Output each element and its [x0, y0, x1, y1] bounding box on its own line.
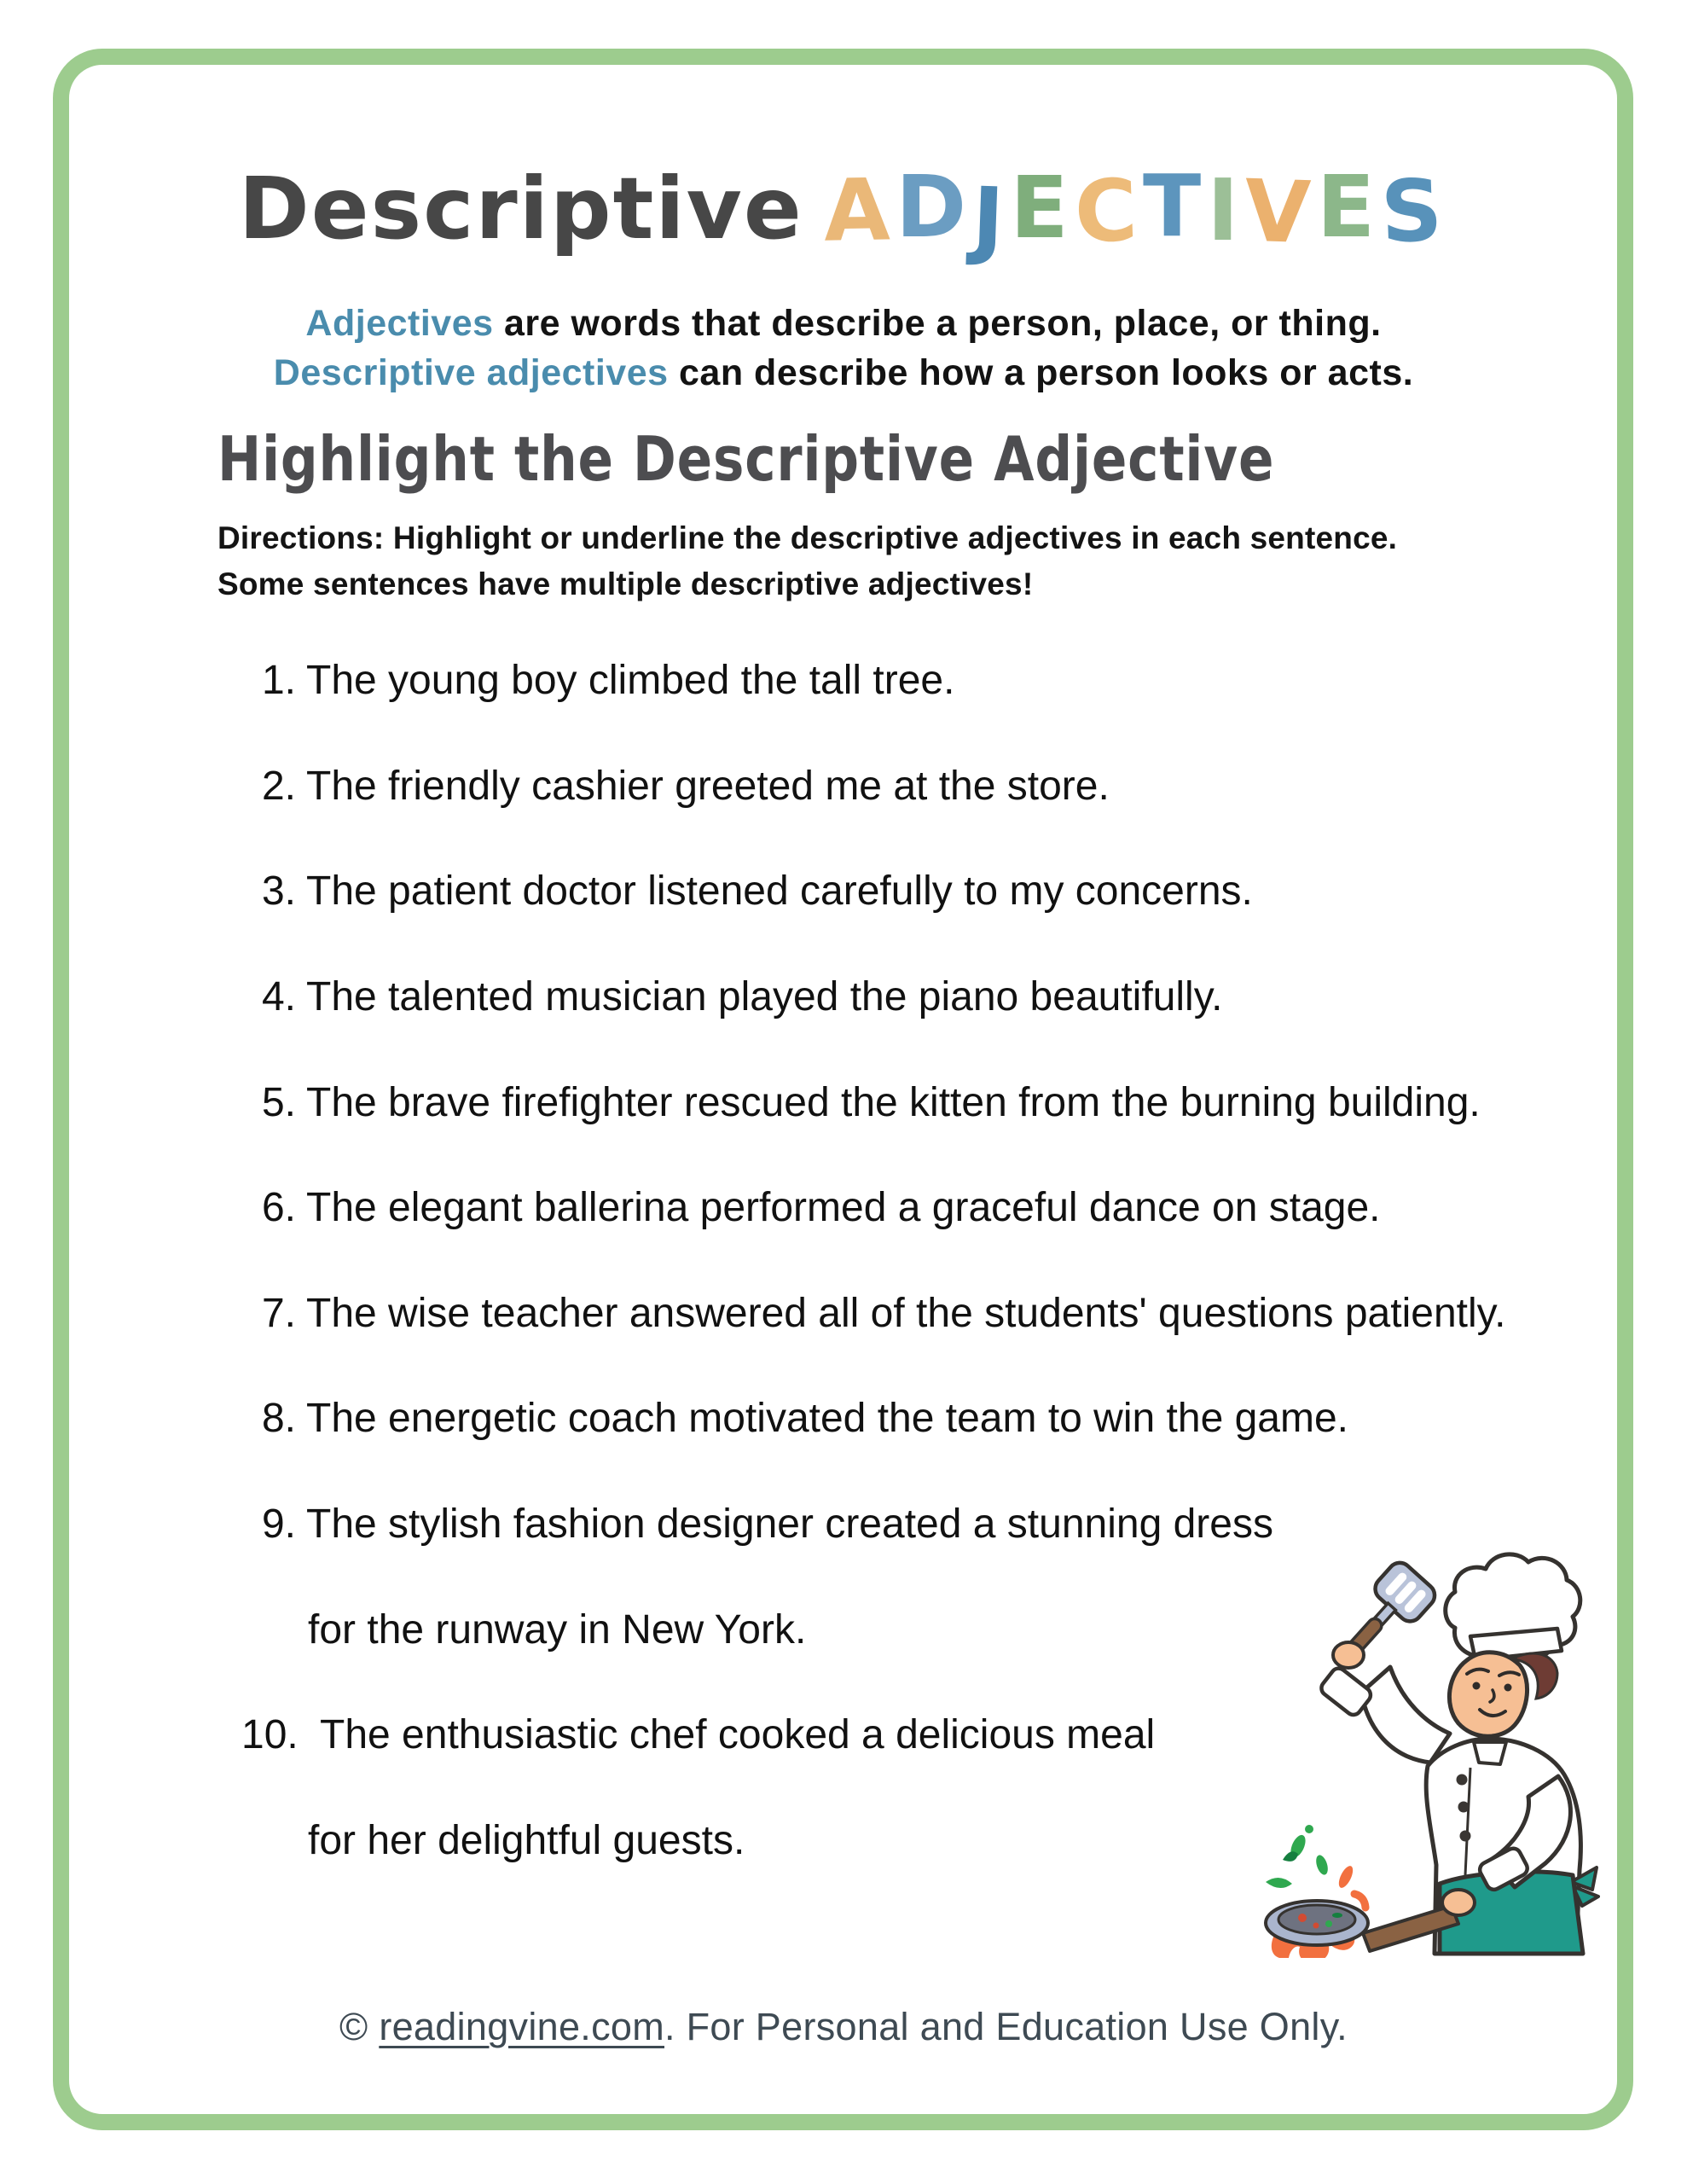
- sentence-text: The patient doctor listened carefully to my concerns.: [306, 868, 1253, 915]
- footer-link-readingvine[interactable]: readingvine.com: [379, 2005, 664, 2048]
- sentence-row-8: [241, 1366, 1505, 1472]
- sentence-text: for her delightful guests.: [308, 1817, 745, 1863]
- title-letter: D: [896, 157, 973, 257]
- sentence-row-2: [241, 734, 1505, 839]
- sentence-text: The friendly cashier greeted me at the store.: [306, 763, 1110, 809]
- chef-illustration: [1170, 1547, 1614, 1958]
- sentence-row-5: [241, 1049, 1505, 1155]
- footer-suffix: . For Personal and Education Use Only.: [664, 2005, 1348, 2048]
- sentence-row-1: [241, 628, 1505, 734]
- chef-lower-hand: [1442, 1890, 1475, 1915]
- sentence-row-7: [241, 1261, 1505, 1367]
- sentence-text: The young boy climbed the tall tree.: [306, 658, 955, 704]
- sentence-number: 6.: [261, 1185, 296, 1231]
- sentence-row-4: [241, 944, 1505, 1050]
- chef-raised-arm: [1361, 1667, 1450, 1763]
- sentence-number: 2.: [261, 763, 296, 809]
- title-word-descriptive: Descriptive: [238, 159, 803, 258]
- title-word-adjectives: [822, 156, 1451, 270]
- sentence-text: The brave firefighter rescued the kitten from the burning building.: [306, 1079, 1481, 1125]
- footer: [0, 2005, 1687, 2049]
- title-letter: A: [822, 160, 897, 261]
- sentence-number: 9.: [261, 1502, 296, 1548]
- intro-line-2: [0, 348, 1687, 398]
- intro-term-descriptive-adjectives: Descriptive adjectives: [273, 352, 669, 393]
- title-letter: J: [971, 168, 1012, 270]
- intro-text: [0, 299, 1687, 398]
- title-letter: V: [1243, 160, 1319, 264]
- title-letter: C: [1072, 160, 1145, 263]
- directions-line-1: Directions: Highlight or underline the descriptive adjectives in each sentence.: [217, 520, 1398, 555]
- copyright-symbol: ©: [339, 2005, 368, 2048]
- title-letter: E: [1316, 157, 1382, 257]
- sentence-text: The enthusiastic chef cooked a delicious meal: [320, 1712, 1156, 1758]
- sentence-text: The talented musician played the piano beautifully.: [306, 974, 1223, 1020]
- sentence-number: 5.: [261, 1079, 296, 1125]
- sentence-text: The wise teacher answered all of the students' questions patiently.: [306, 1290, 1506, 1336]
- sentence-number: 1.: [261, 658, 296, 704]
- sentence-row-6: [241, 1155, 1505, 1261]
- sentence-number: 3.: [261, 868, 296, 915]
- sentence-text: The stylish fashion designer created a stunning dress: [306, 1502, 1273, 1548]
- sentence-text: for the runway in New York.: [308, 1606, 807, 1653]
- chef-face: [1449, 1653, 1527, 1736]
- title-letter: T: [1143, 156, 1208, 256]
- sentence-row-3: [241, 839, 1505, 944]
- title-letter: S: [1379, 160, 1451, 263]
- title-letter: I: [1207, 160, 1245, 260]
- section-heading: Highlight the Descriptive Adjective: [217, 423, 1275, 495]
- directions-text: [217, 515, 1397, 607]
- intro-line-1: [0, 299, 1687, 348]
- title-letter: E: [1010, 158, 1075, 258]
- sentence-number: 10.: [241, 1712, 299, 1758]
- intro-line-1-rest: are words that describe a person, place, or thing.: [493, 303, 1382, 344]
- page-title: [0, 156, 1687, 270]
- intro-term-adjectives: Adjectives: [305, 303, 494, 344]
- flying-vegetables: [1266, 1825, 1365, 1908]
- chef-raised-hand: [1333, 1642, 1364, 1668]
- directions-line-2: Some sentences have multiple descriptive adjectives!: [217, 566, 1034, 601]
- sentence-number: 8.: [261, 1396, 296, 1442]
- sentence-number: 7.: [261, 1290, 296, 1336]
- intro-line-2-rest: can describe how a person looks or acts.: [668, 352, 1414, 393]
- sentence-text: The elegant ballerina performed a graceful dance on stage.: [306, 1185, 1381, 1231]
- sentence-number: 4.: [261, 974, 296, 1020]
- chef-hat-icon: [1446, 1554, 1580, 1660]
- sentence-text: The energetic coach motivated the team to win the game.: [306, 1396, 1349, 1442]
